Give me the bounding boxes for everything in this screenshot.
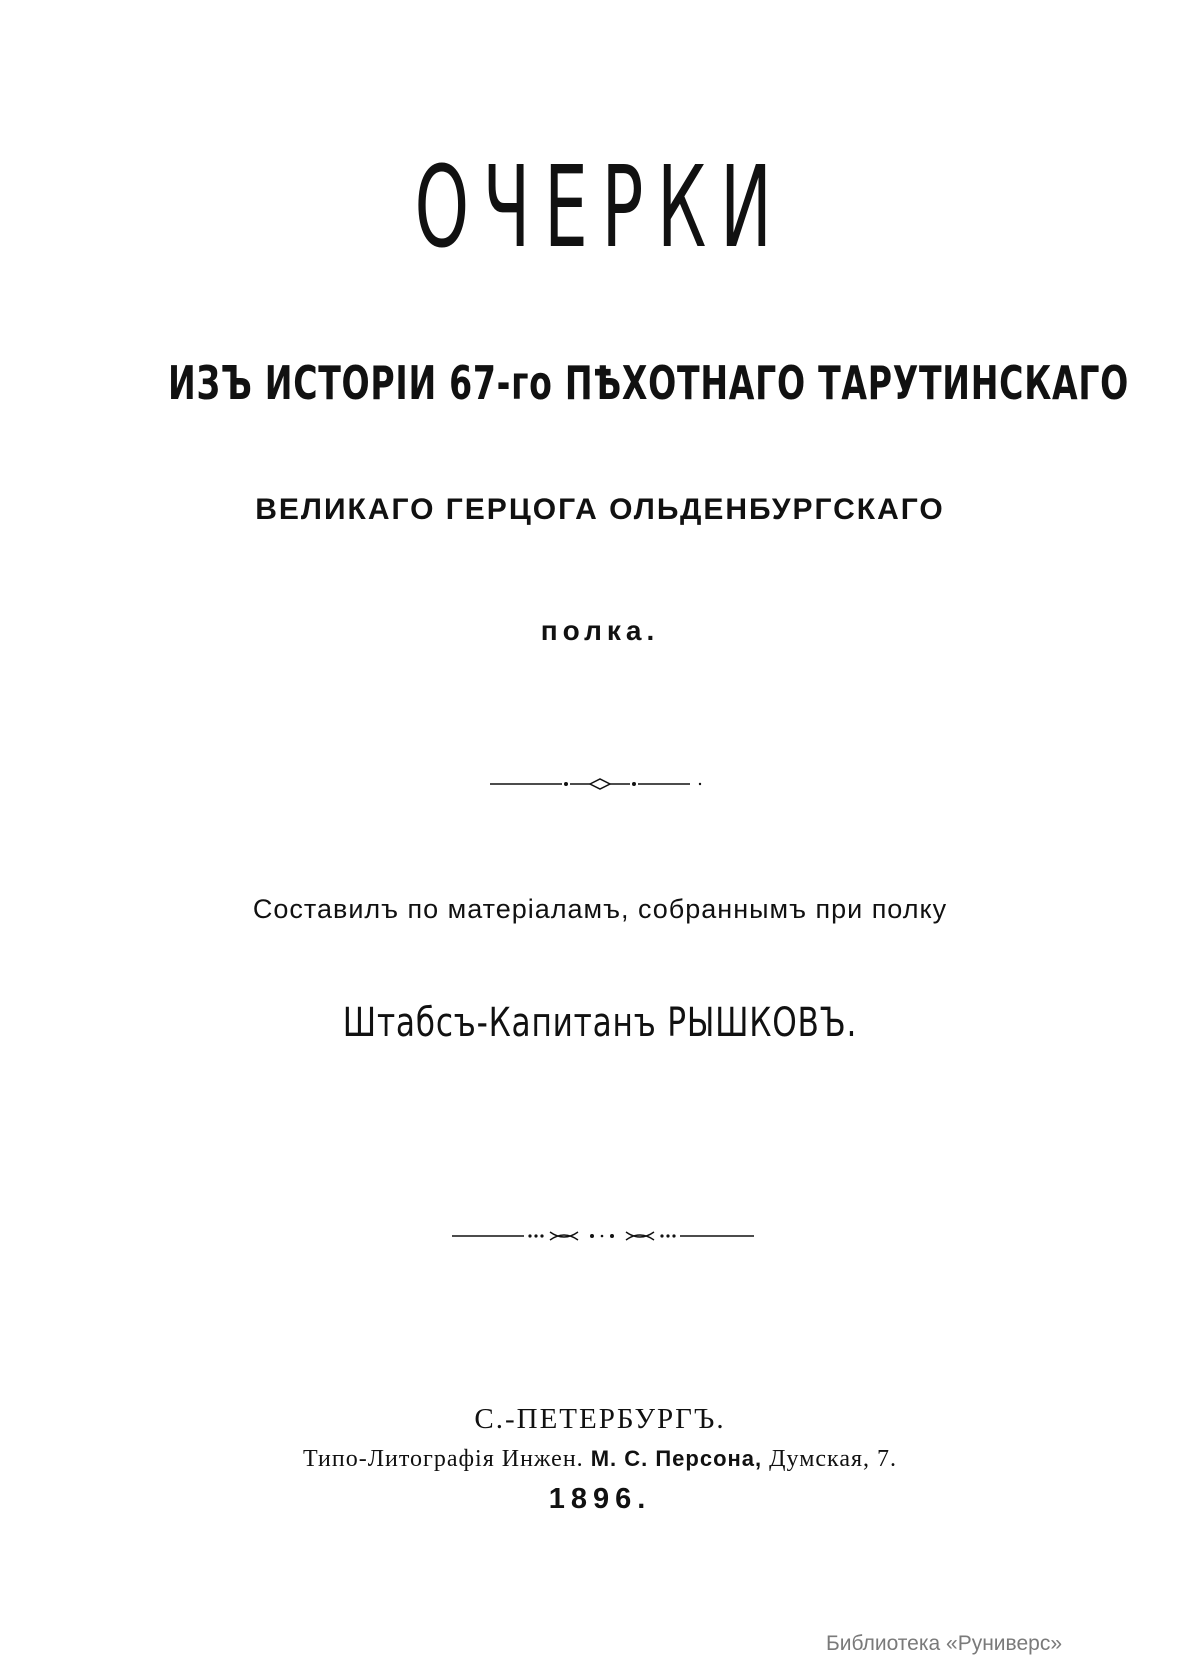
library-watermark: Библиотека «Руниверс»	[826, 1632, 1062, 1655]
book-title: ОЧЕРКИ	[414, 143, 786, 273]
printer-prefix: Типо-Литографія Инжен.	[302, 1446, 584, 1472]
printer-address: Думская, 7.	[769, 1446, 898, 1472]
imprint-city: С.-ПЕТЕРБУРГЪ.	[474, 1403, 726, 1435]
author-line: Штабсъ-Капитанъ РЫШКОВЪ.	[342, 1000, 858, 1046]
imprint-year: 1896.	[548, 1483, 652, 1515]
divider-ornament-top	[490, 777, 710, 791]
compiled-by: Составилъ по матеріаламъ, собраннымъ при полку	[252, 894, 948, 924]
divider-ornament-bottom	[452, 1228, 754, 1244]
subtitle-line-2: ВЕЛИКАГО ГЕРЦОГА ОЛЬДЕНБУРГСКАГО	[255, 493, 945, 526]
subtitle-line-1: ИЗЪ ИСТОРІИ 67-го ПѢХОТНАГО ТАРУТИНСКАГО	[167, 356, 1130, 410]
imprint-printer	[0, 1444, 1200, 1474]
printer-name: М. С. Персона,	[590, 1446, 763, 1471]
subtitle-line-3: полка.	[540, 615, 660, 646]
